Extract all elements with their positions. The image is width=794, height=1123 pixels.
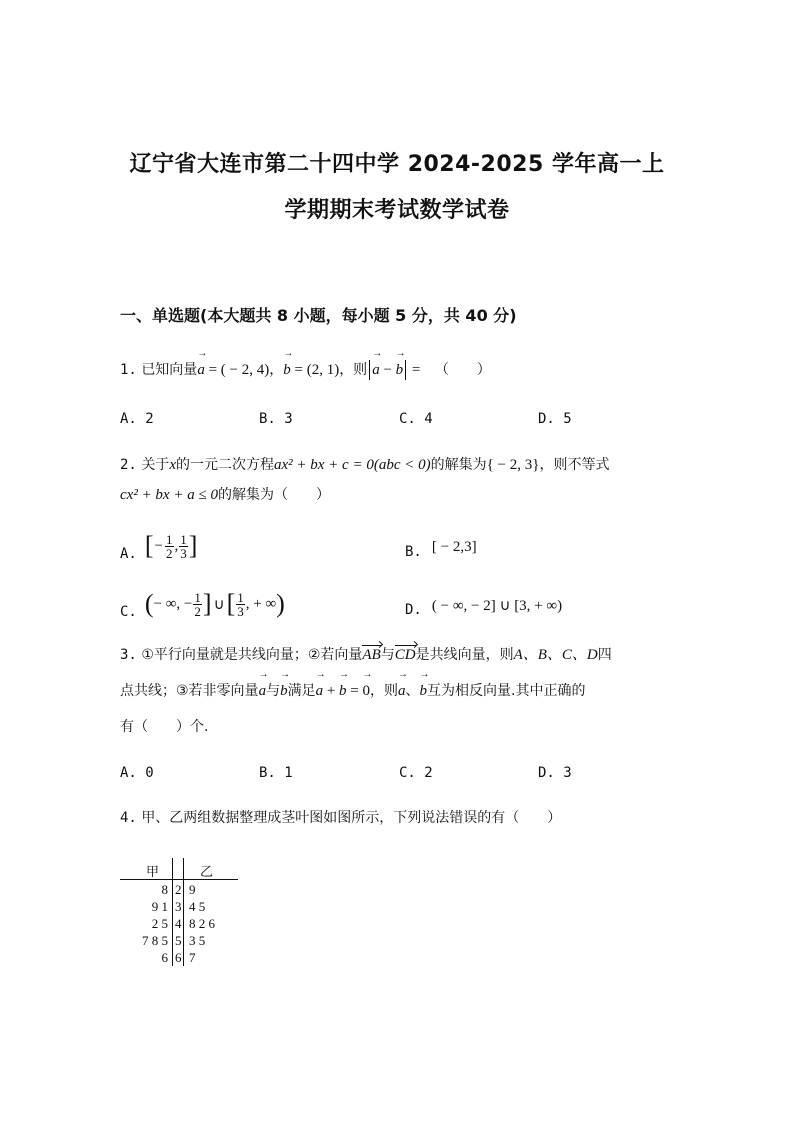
q3-text: 是共线向量，则	[415, 647, 514, 663]
header-divider	[120, 879, 238, 880]
question-3-line1	[120, 645, 612, 665]
abs-bar-right	[405, 360, 406, 380]
header-left: 甲	[146, 864, 160, 879]
q2-option-d	[405, 592, 562, 618]
option-b-interval: [ − 2,3]	[431, 538, 477, 555]
vector-b: → b	[280, 681, 288, 701]
question-3-line2	[120, 681, 585, 701]
right-leaves: 9	[189, 882, 196, 897]
option-c-interval: ( − ∞, − $\frac{1}{2}$ ] ∪ [ $\frac{1}{3}$ , + ∞ )	[144, 589, 285, 619]
stem-value: 6	[175, 950, 182, 965]
option-label: D.	[405, 602, 422, 618]
q3-option-a: A. 0	[120, 765, 154, 781]
vector-b: → b	[283, 360, 291, 380]
q3-text: 点共线；③若非零向量	[120, 683, 259, 699]
vector-b-value: = (2, 1)	[290, 362, 340, 378]
q1-option-d: D. 5	[538, 411, 572, 427]
equals-sign: =	[346, 683, 363, 699]
stem-leaf-row	[120, 882, 240, 898]
question-4	[120, 808, 561, 828]
q2-option-a	[120, 528, 197, 564]
stem-leaf-row	[120, 899, 240, 915]
q1-stem: 已知向量	[141, 362, 198, 378]
left-leaves: 6	[161, 950, 168, 965]
vector-a: → a	[259, 681, 267, 701]
header-right: 乙	[200, 864, 214, 879]
q3-text: 互为相反向量.其中正确的	[427, 683, 586, 699]
quadratic-equation: ax² + bx + c = 0(abc < 0)	[273, 457, 431, 473]
option-label: B.	[405, 544, 422, 560]
option-d-interval: ( − ∞, − 2] ∪ [3, + ∞)	[431, 597, 563, 614]
vector-a: → a	[316, 681, 324, 701]
q2-text: 的解集为（ ）	[217, 487, 330, 503]
abs-vector-a: → a	[372, 360, 380, 380]
option-label: C.	[120, 604, 137, 620]
q1-sep: ，	[269, 362, 284, 378]
abs-bar-left	[369, 360, 370, 380]
left-leaves: 7 8 5	[142, 933, 168, 948]
vector-a-value: = ( − 2, 4)	[204, 362, 270, 378]
q3-text: 满足	[287, 683, 316, 699]
question-number: 2.	[120, 457, 137, 473]
stem-value: 3	[175, 899, 182, 914]
question-2-line2	[120, 485, 330, 505]
q3-text: 、	[405, 683, 420, 699]
right-bracket: ]	[188, 531, 198, 560]
stem-leaf-row	[120, 933, 240, 949]
question-3-line3: 有（ ）个.	[120, 719, 209, 735]
stem-leaf-row	[120, 950, 240, 966]
q4-text: 甲、乙两组数据整理成茎叶图如图所示，下列说法错误的有（ ）	[141, 810, 562, 826]
option-a-interval: [ − $\frac{1}{2}$ , $\frac{1}{3}$ ]	[144, 531, 198, 561]
stem-value: 4	[175, 916, 182, 931]
vector-cd: CD	[394, 647, 416, 663]
q3-option-b: B. 1	[259, 765, 293, 781]
q2-option-c	[120, 586, 285, 622]
right-leaves: 7	[189, 950, 196, 965]
fraction: $\frac{1}{2}$	[166, 531, 173, 561]
solution-set: { − 2, 3}	[486, 457, 540, 473]
vector-a: → a	[197, 360, 205, 380]
neg-sign: −	[154, 537, 163, 554]
stem-value: 5	[175, 933, 182, 948]
q1-option-c: C. 4	[399, 411, 433, 427]
question-number: 1.	[120, 362, 137, 378]
vector-ab: AB	[362, 647, 381, 663]
q3-option-d: D. 3	[538, 765, 572, 781]
equals-sign: =	[408, 362, 421, 378]
q2-text: 关于	[141, 457, 170, 473]
fraction: $\frac{1}{3}$	[237, 589, 244, 619]
zero-vector: → 0	[363, 681, 371, 701]
right-leaves: 3 5	[189, 933, 206, 948]
fraction: $\frac{1}{3}$	[180, 531, 187, 561]
q1-option-b: B. 3	[259, 411, 293, 427]
q2-text: 的一元二次方程	[175, 457, 274, 473]
points-abcd: A、B、C、D	[513, 647, 598, 663]
q2-text: ，则不等式	[539, 457, 610, 473]
page-title-line1: 辽宁省大连市第二十四中学 2024-2025 学年高一上	[129, 152, 665, 177]
q3-option-c: C. 2	[399, 765, 433, 781]
vector-b: → b	[339, 681, 347, 701]
left-leaves: 9 1	[151, 899, 168, 914]
stem-leaf-plot	[120, 858, 240, 968]
q2-text: 的解集为	[430, 457, 487, 473]
vector-a: → a	[398, 681, 406, 701]
left-leaves: 8	[161, 882, 168, 897]
option-label: A.	[120, 546, 137, 562]
fraction: $\frac{1}{2}$	[194, 589, 201, 619]
minus-sign: −	[379, 362, 396, 378]
q1-option-a: A. 2	[120, 411, 154, 427]
abs-vector-b: → b	[396, 360, 404, 380]
vector-b: → b	[420, 681, 428, 701]
q3-text: ①平行向量就是共线向量；②若向量	[141, 647, 363, 663]
q3-text: 四	[597, 647, 612, 663]
q1-sep2: ，则	[339, 362, 368, 378]
q2-option-b	[405, 534, 477, 560]
stem-value: 2	[175, 882, 182, 897]
question-2-line1	[120, 455, 609, 475]
q3-text: 与	[266, 683, 281, 699]
union-sign: ∪	[213, 596, 225, 613]
answer-paren: （ ）	[434, 362, 491, 378]
q3-text: ，则	[370, 683, 398, 699]
plus-sign: +	[323, 683, 340, 699]
right-leaves: 8 2 6	[189, 916, 215, 931]
section-heading: 一、单选题(本大题共 8 小题，每小题 5 分，共 40 分)	[120, 306, 517, 325]
inequality: cx² + bx + a ≤ 0	[120, 487, 218, 503]
page-title-line2: 学期期末考试数学试卷	[284, 198, 510, 223]
variable-x: x	[169, 457, 176, 473]
left-bracket: [	[144, 531, 154, 560]
question-1	[120, 360, 491, 380]
question-number: 4.	[120, 810, 137, 826]
stem-leaf-row	[120, 916, 240, 932]
right-leaves: 4 5	[189, 899, 206, 914]
left-leaves: 2 5	[151, 916, 168, 931]
q3-text: 与	[380, 647, 395, 663]
question-number: 3.	[120, 647, 137, 663]
